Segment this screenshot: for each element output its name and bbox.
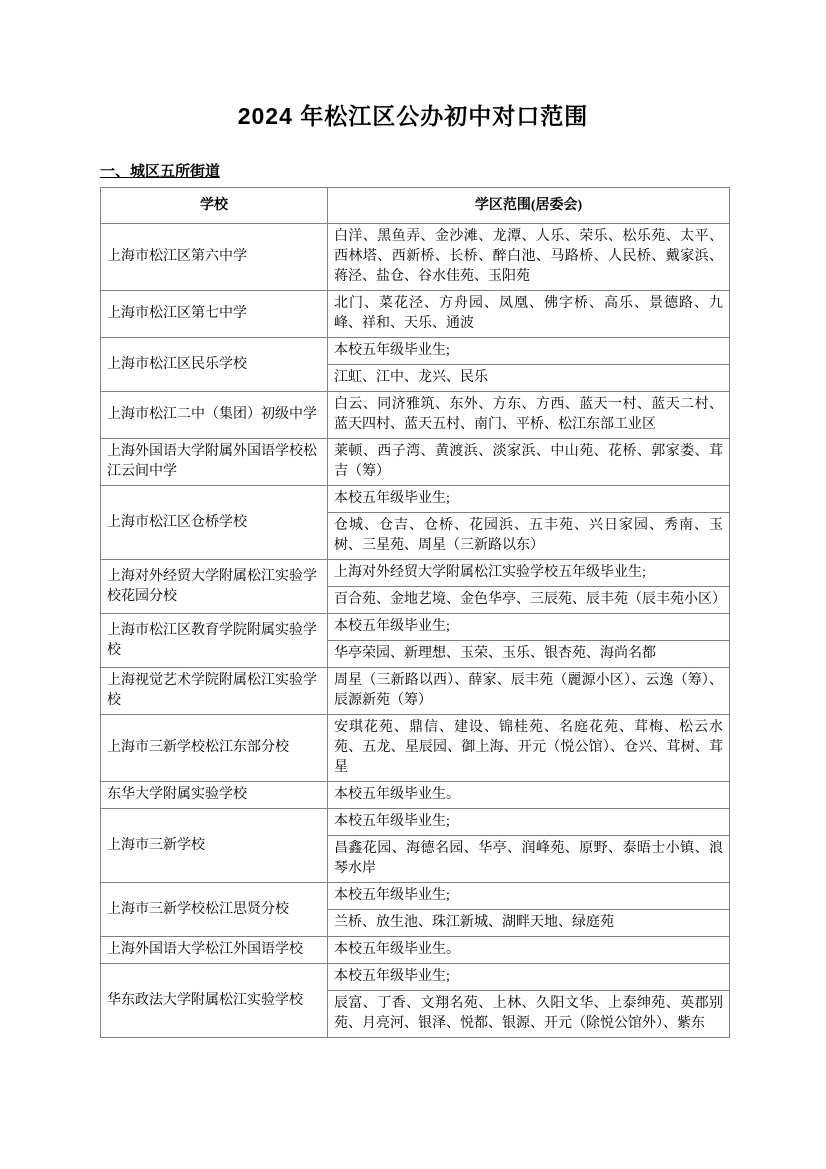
table-row — [101, 392, 730, 439]
range-cell: 本校五年级毕业生; — [328, 614, 730, 641]
school-cell: 上海市松江区第六中学 — [101, 224, 328, 291]
table-row — [101, 224, 730, 291]
page-title: 2024 年松江区公办初中对口范围 — [237, 103, 589, 129]
range-cell: 北门、菜花泾、方舟园、凤凰、佛字桥、高乐、景德路、九峰、祥和、天乐、通波 — [328, 291, 730, 338]
range-cell: 辰富、丁香、文翔名苑、上林、久阳文华、上泰绅苑、英郡别苑、月亮河、银泽、悦都、银源、开元（除悦公馆外）、紫东 — [328, 991, 730, 1038]
range-cell: 兰桥、放生池、珠江新城、湖畔天地、绿庭苑 — [328, 910, 730, 937]
range-cell: 安琪花苑、鼎信、建设、锦桂苑、名庭花苑、茸梅、松云水苑、五龙、星辰园、御上海、开元（悦公馆）、仓兴、茸树、茸星 — [328, 715, 730, 782]
school-cell: 上海市松江区第七中学 — [101, 291, 328, 338]
school-cell: 上海市三新学校松江思贤分校 — [101, 883, 328, 937]
range-cell: 本校五年级毕业生。 — [328, 937, 730, 964]
school-cell: 上海市三新学校松江东部分校 — [101, 715, 328, 782]
table-row — [101, 782, 730, 809]
school-cell: 上海对外经贸大学附属松江实验学校花园分校 — [101, 560, 328, 614]
col-header-range: 学区范围(居委会) — [328, 188, 730, 224]
range-cell: 江虹、江中、龙兴、民乐 — [328, 365, 730, 392]
range-cell: 本校五年级毕业生; — [328, 809, 730, 836]
table-row — [101, 715, 730, 782]
table-row — [101, 439, 730, 486]
school-cell: 上海市三新学校 — [101, 809, 328, 883]
range-cell: 莱顿、西子湾、黄渡浜、淡家浜、中山苑、花桥、郭家娄、茸吉（筹） — [328, 439, 730, 486]
range-cell: 昌鑫花园、海德名园、华亭、润峰苑、原野、泰晤士小镇、浪琴水岸 — [328, 836, 730, 883]
section-heading: 一、城区五所街道 — [100, 164, 221, 180]
school-cell: 上海市松江区民乐学校 — [101, 338, 328, 392]
table-row — [101, 338, 730, 365]
range-cell: 本校五年级毕业生; — [328, 883, 730, 910]
schools-table — [100, 187, 730, 1038]
school-cell: 上海市松江二中（集团）初级中学 — [101, 392, 328, 439]
col-header-school: 学校 — [101, 188, 328, 224]
range-cell: 本校五年级毕业生; — [328, 964, 730, 991]
table-row — [101, 668, 730, 715]
table-row — [101, 560, 730, 587]
school-cell: 上海视觉艺术学院附属松江实验学校 — [101, 668, 328, 715]
table-row — [101, 964, 730, 991]
table-row — [101, 614, 730, 641]
school-cell: 上海外国语大学松江外国语学校 — [101, 937, 328, 964]
table-row — [101, 809, 730, 836]
range-cell: 白云、同济雅筑、东外、方东、方西、蓝天一村、蓝天二村、蓝天四村、蓝天五村、南门、平桥、松江东部工业区 — [328, 392, 730, 439]
range-cell: 周星（三新路以西）、薛家、辰丰苑（麗源小区）、云逸（筹）、辰源新苑（筹） — [328, 668, 730, 715]
range-cell: 白洋、黑鱼弄、金沙滩、龙潭、人乐、荣乐、松乐苑、太平、西林塔、西新桥、长桥、醉白池、马路桥、人民桥、戴家浜、蒋泾、盐仓、谷水佳苑、玉阳苑 — [328, 224, 730, 291]
range-cell: 华亭荣园、新理想、玉荣、玉乐、银杏苑、海尚名都 — [328, 641, 730, 668]
school-cell: 上海外国语大学附属外国语学校松江云间中学 — [101, 439, 328, 486]
table-row — [101, 883, 730, 910]
range-cell: 仓城、仓吉、仓桥、花园浜、五丰苑、兴日家园、秀南、玉树、三星苑、周星（三新路以东） — [328, 513, 730, 560]
table-row — [101, 937, 730, 964]
range-cell: 本校五年级毕业生; — [328, 486, 730, 513]
range-cell: 百合苑、金地艺境、金色华亭、三辰苑、辰丰苑（辰丰苑小区） — [328, 587, 730, 614]
table-header-row — [101, 188, 730, 224]
table-row — [101, 291, 730, 338]
range-cell: 上海对外经贸大学附属松江实验学校五年级毕业生; — [328, 560, 730, 587]
school-cell: 华东政法大学附属松江实验学校 — [101, 964, 328, 1038]
school-cell: 上海市松江区教育学院附属实验学校 — [101, 614, 328, 668]
range-cell: 本校五年级毕业生; — [328, 338, 730, 365]
school-cell: 上海市松江区仓桥学校 — [101, 486, 328, 560]
school-cell: 东华大学附属实验学校 — [101, 782, 328, 809]
range-cell: 本校五年级毕业生。 — [328, 782, 730, 809]
table-row — [101, 486, 730, 513]
